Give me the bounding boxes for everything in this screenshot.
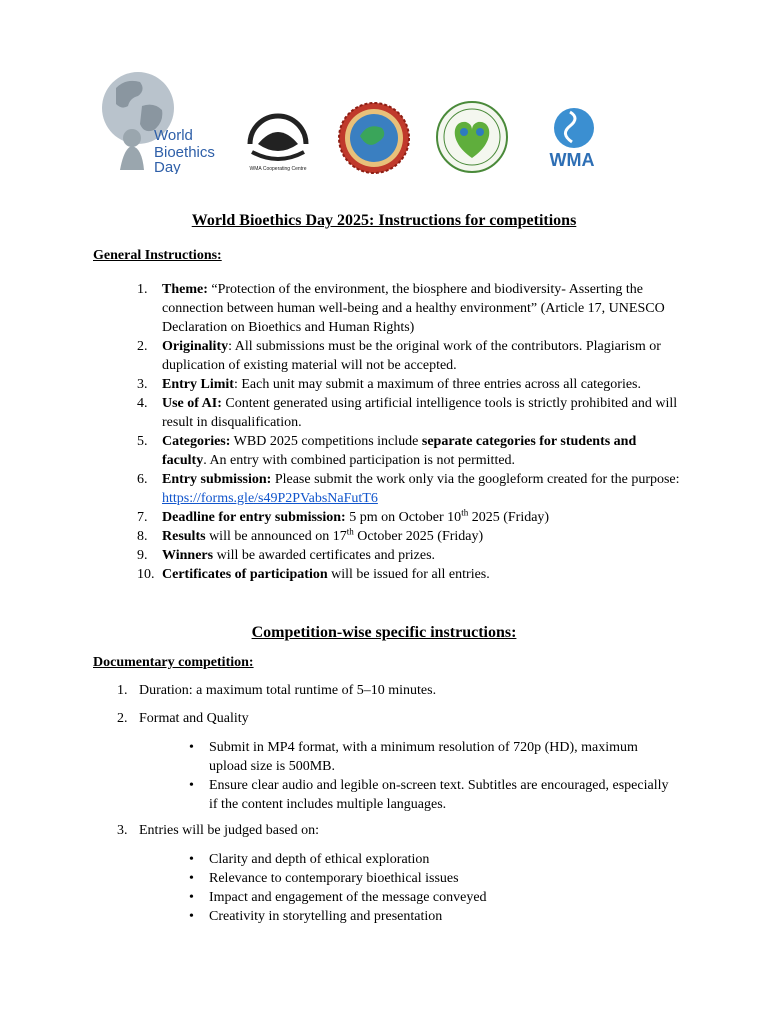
wbd-logo-line3: Day <box>154 159 181 174</box>
list-item: 2. Originality: All submissions must be the original work of the contributors. Plagiarism or duplication of existing material will not be accepted. <box>137 339 661 373</box>
list-item: 1. Duration: a maximum total runtime of 5–10 minutes. <box>117 683 437 698</box>
list-item: 6. Entry submission: Please submit the work only via the googleform created for the purpose: https://forms.gle/s49P2PVabsNaFutT6 <box>137 472 680 506</box>
list-item: • Ensure clear audio and legible on-screen text. Subtitles are encouraged, especially if the content includes multiple languages. <box>209 776 669 814</box>
specific-instructions-heading: Competition-wise specific instructions: <box>251 624 517 641</box>
list-item: 5. Categories: WBD 2025 competitions include separate categories for students and faculty. An entry with combined participation is not permitted. <box>137 434 637 468</box>
format-bullets <box>209 738 669 814</box>
list-item: • Clarity and depth of ethical exploration <box>209 850 669 869</box>
wma-logo-text: WMA <box>549 150 595 170</box>
red-emblem-logo <box>336 102 412 174</box>
wbd-logo-line1: World <box>154 127 193 144</box>
list-item: 9. Winners will be awarded certificates and prizes. <box>137 548 436 563</box>
general-instructions-list <box>137 280 682 584</box>
list-item: 3. Entries will be judged based on: <box>117 823 320 838</box>
list-item: • Creativity in storytelling and presentation <box>209 907 669 926</box>
international-chair-bioethics-logo <box>240 104 316 174</box>
list-item: • Submit in MP4 format, with a minimum resolution of 720p (HD), maximum upload size is 500MB. <box>209 738 669 776</box>
judging-bullets <box>209 850 669 926</box>
green-heart-emblem-logo <box>434 100 510 174</box>
list-item: 2. Format and Quality <box>117 711 249 726</box>
list-item: • Impact and engagement of the message conveyed <box>209 888 669 907</box>
general-instructions-heading: General Instructions: <box>93 248 222 263</box>
list-item: 4. Use of AI: Content generated using artificial intelligence tools is strictly prohibited and will result in disqualification. <box>137 396 678 430</box>
googleform-link[interactable]: https://forms.gle/s49P2PVabsNaFutT6 <box>162 491 378 506</box>
wma-logo <box>534 104 610 170</box>
list-item: • Relevance to contemporary bioethical issues <box>209 869 669 888</box>
list-item: 10. Certificates of participation will be issued for all entries. <box>137 567 490 582</box>
world-bioethics-day-logo <box>98 66 228 174</box>
documentary-heading: Documentary competition: <box>93 655 254 670</box>
list-item: 8. Results will be announced on 17th October 2025 (Friday) <box>137 526 484 544</box>
list-item: 1. Theme: “Protection of the environment, the biosphere and biodiversity- Asserting the connection between human well-being and a healthy environment” (Article 17, UNESCO Declaration on Bioethics and Human Rights) <box>137 282 665 335</box>
list-item: 7. Deadline for entry submission: 5 pm on October 10th 2025 (Friday) <box>137 507 550 525</box>
wbd-logo-line2: Bioethics <box>154 144 215 161</box>
document-title: World Bioethics Day 2025: Instructions for competitions <box>191 212 577 229</box>
list-item: 3. Entry Limit: Each unit may submit a maximum of three entries across all categories. <box>137 377 641 392</box>
chair-logo-caption: WMA Cooperating Centre <box>249 166 307 172</box>
